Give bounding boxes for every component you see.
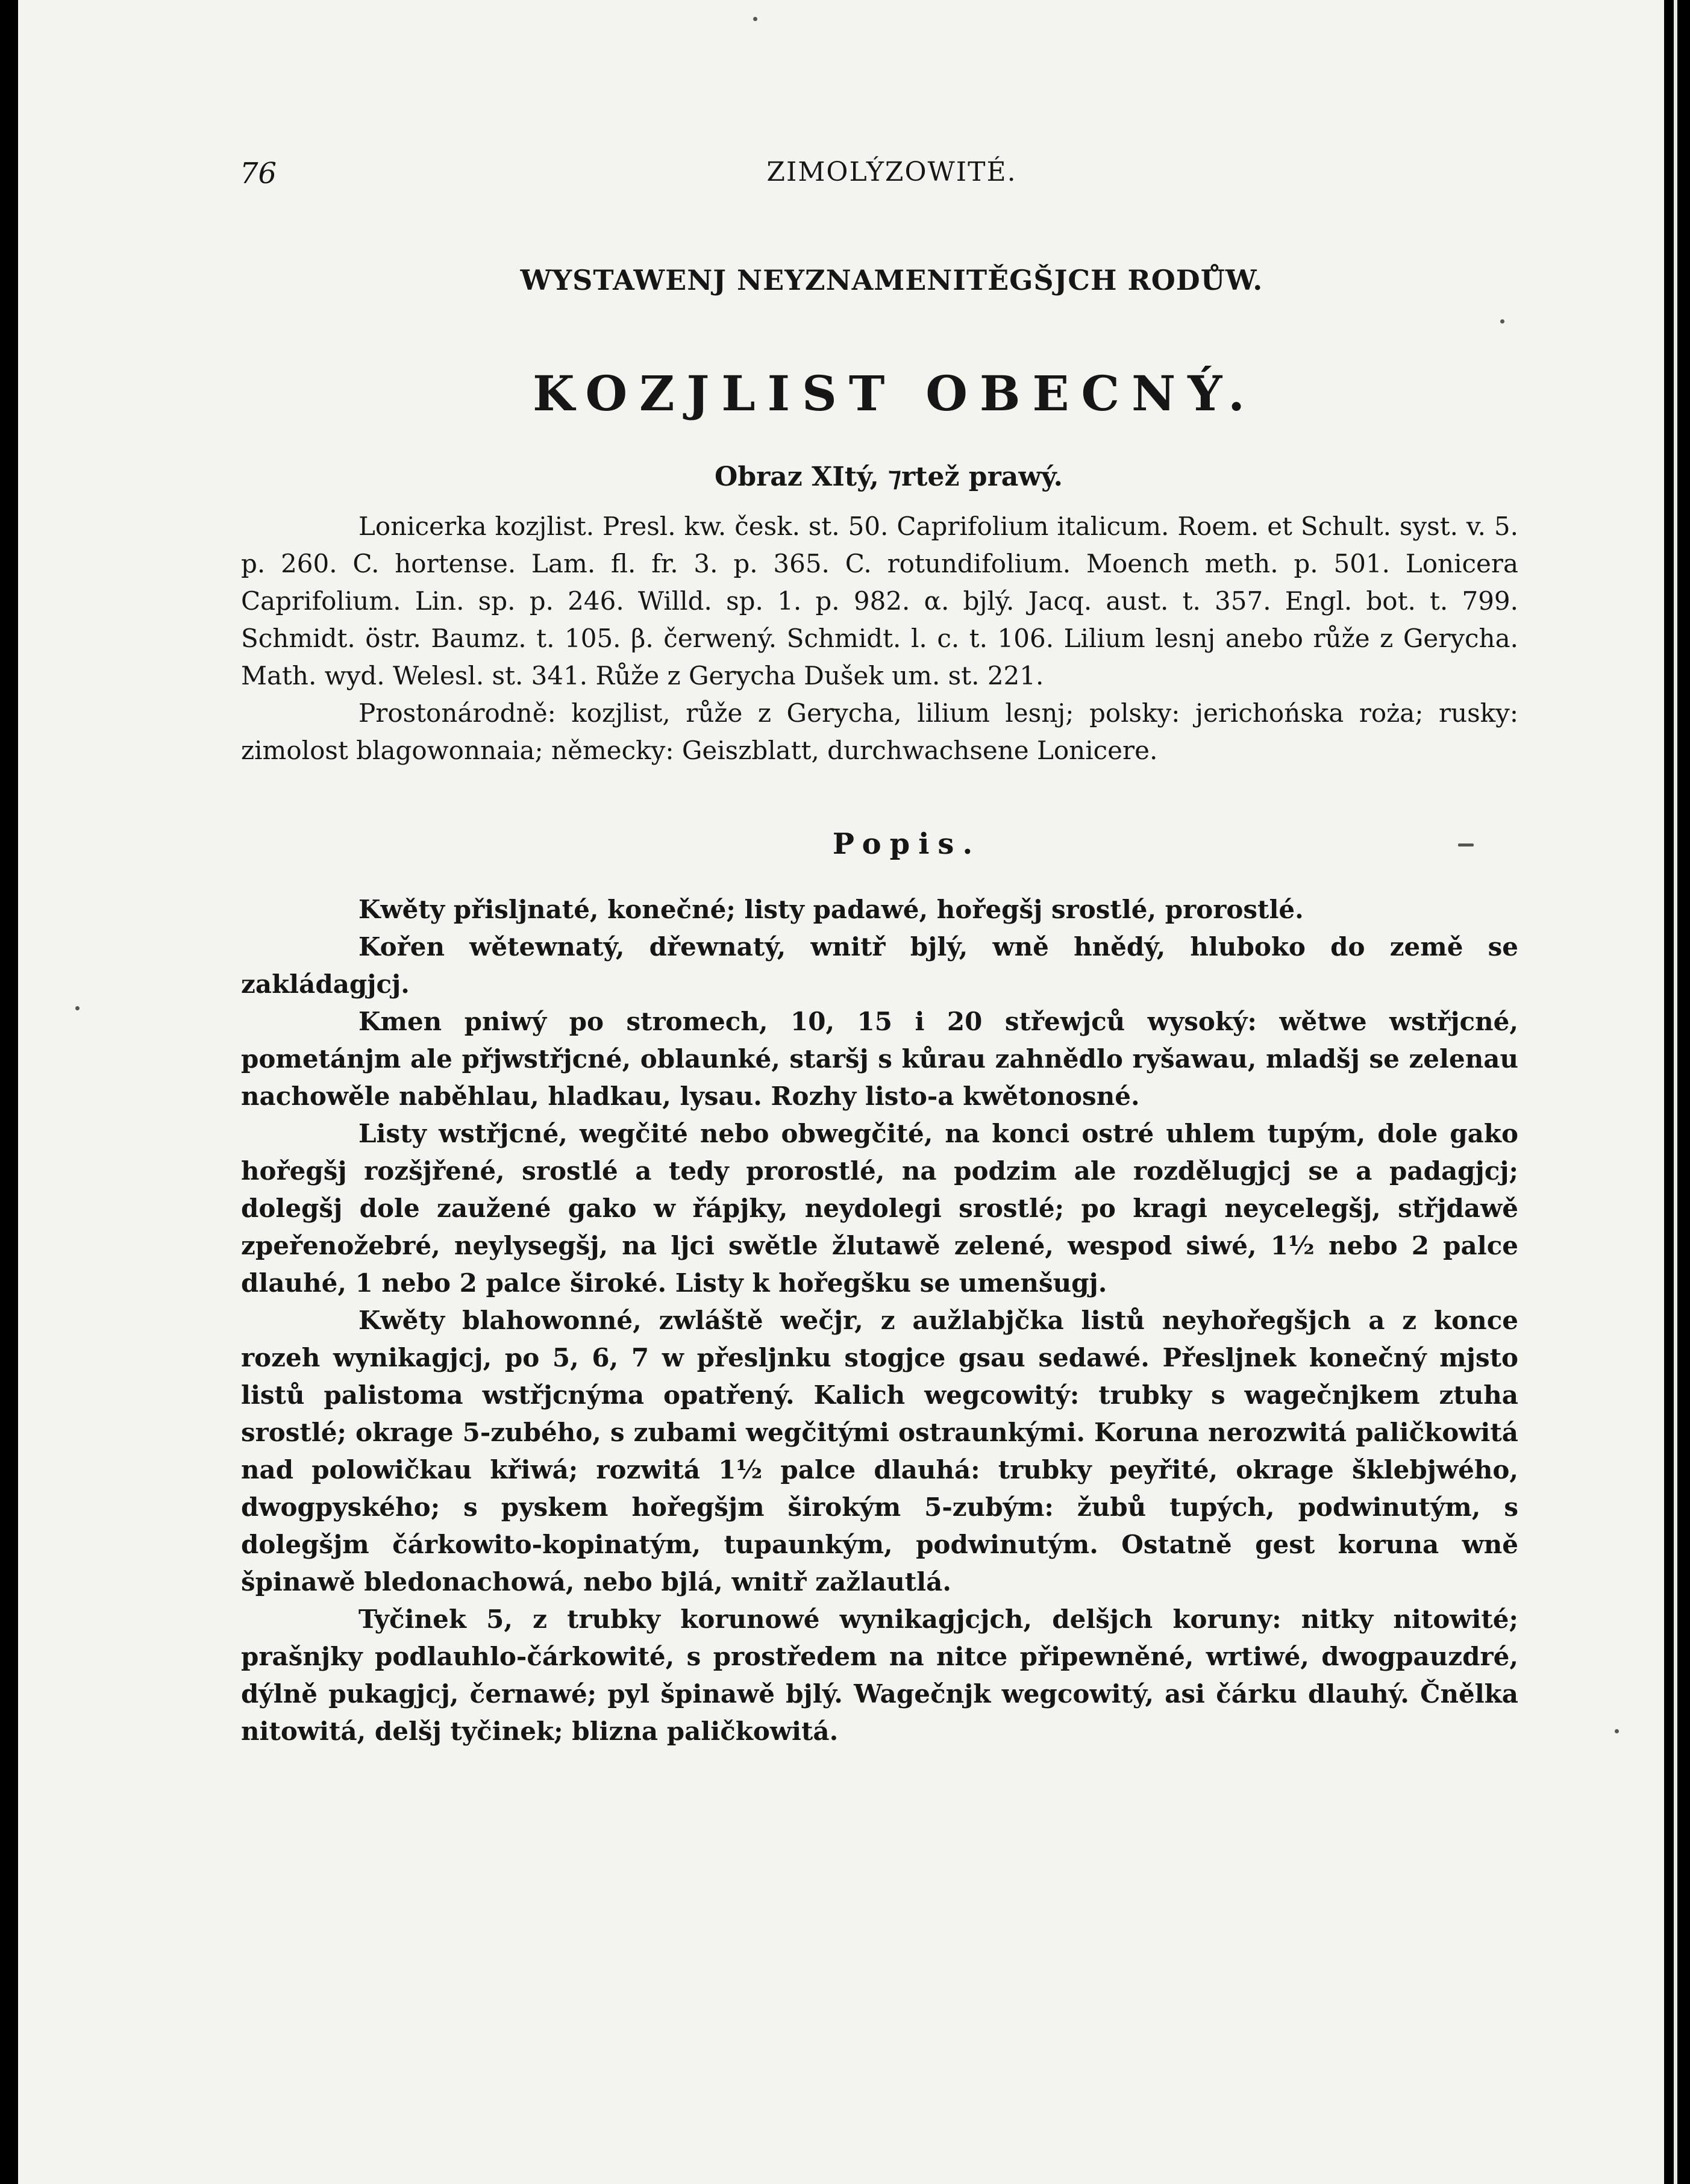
description-paragraph: Kwěty přislјnaté, konečné; listy padawé, hořegšj srostlé, prorostlé. xyxy=(358,895,1304,924)
description-paragraph: Kwěty blahowonné, zwláště wečjr, z aužlabjčka listů neyhořegšjch a z konce rozeh wynikagjcj, po 5, 6, 7 w přeslјnku stogjce gsau sedawé. Přeslјnek konečný mjsto listů palistoma wstřjcnýma opatřený. Kalich wegcowitý: trubky s wagečnjkem ztuha srostlé; okrage 5-zubého, s zubami wegčitými ostraunkými. Koruna nerozwitá paličkowitá nad polowičkau křiwá; rozwitá 1½ palce dlauhá: trubky peyřité, okrage šklebjwého, dwogpyského; s pyskem hořegšjm širokým 5-zubým: žubů tupých, podwinutým, s dolegšjm čárkowito-kopinatým, tupaunkým, podwinutým. Ostatně gest koruna wně špinawě bledonachowá, nebo bjlá, wnitř zažlautlá. xyxy=(241,1306,1518,1597)
description-body xyxy=(241,891,1518,1750)
synonymy-block xyxy=(241,508,1518,769)
running-head xyxy=(241,151,1518,199)
description-paragraph: Listy wstřjcné, wegčité nebo obwegčité, na konci ostré uhlem tupým, dole gako hořegšj rozšjřené, srostlé a tedy prorostlé, na podzim ale rozdělugjcj se a padagjcj; dolegšj dole zaužené gako w řápjky, neydolegi srostlé; po kragi neycelegšj, střjdawě zpeřenožebré, neylysegšj, na ljci swětle žlutawě zelené, wespod siwé, 1½ nebo 2 palce dlauhé, 1 nebo 2 palce široké. Listy k hořegšku se umenšugj. xyxy=(241,1119,1518,1298)
paper-speck xyxy=(75,1006,80,1010)
page-text xyxy=(241,151,1518,1750)
section-heading: WYSTAWENJ NEYZNAMENITĚGŠJCH RODŮW. xyxy=(520,264,1263,296)
synonymy-paragraph: Lonicerka kozjlist. Presl. kw. česk. st. 50. Caprifolium italicum. Roem. et Schult. syst. v. 5. p. 260. C. hortense. Lam. fl. fr. 3. p. 365. C. rotundifolium. Moench meth. p. 501. Lonicera Caprifolium. Lin. sp. p. 246. Willd. sp. 1. p. 982. α. bjlý. Jacq. aust. t. 357. Engl. bot. t. 799. Schmidt. östr. Baumz. t. 105. β. čerwený. Schmidt. l. c. t. 106. Lilium lesnj anebo růže z Gerycha. Math. wyd. Welesl. st. 341. Růže z Gerycha Dušek um. st. 221. xyxy=(241,512,1518,690)
vernacular-names-paragraph: Prostonárodně: kozjlist, růže z Gerycha, lilium lesnj; polsky: jerichońska roża; rusky: zimolost blagowonnaia; německy: Geiszblatt, durchwachsene Lonicere. xyxy=(241,698,1518,765)
page-number: 76 xyxy=(240,157,277,190)
species-title: KOZJLIST OBECNÝ. xyxy=(533,365,1257,422)
description-paragraph: Kořen wětewnatý, dřewnatý, wnitř bjlý, wně hnědý, hluboko do země se zakládagjcj. xyxy=(241,932,1518,999)
paper-speck xyxy=(753,17,757,21)
description-heading: Popis. xyxy=(832,827,981,861)
paper-speck xyxy=(1500,319,1504,324)
page-edge xyxy=(1674,0,1677,2184)
paper-speck xyxy=(1615,1729,1619,1733)
description-paragraph: Tyčinek 5, z trubky korunowé wynikagjcjch, delšjch koruny: nitky nitowité; prašnјky podlauhlo-čárkowité, s prostředem na nitce připewněné, wrtiwé, dwogpauzdré, dýlně pukagjcj, černawé; pyl špinawě bjlý. Wagečnjk wegcowitý, asi čárku dlauhý. Čnělka nitowitá, delšj tyčinek; blizna paličkowitá. xyxy=(241,1604,1518,1746)
figure-reference: Obraz XItý, ⁊rtež prawý. xyxy=(715,462,1063,492)
book-page xyxy=(18,0,1664,2184)
paper-speck xyxy=(1458,843,1474,846)
running-title: ZIMOLÝZOWITÉ. xyxy=(766,157,1017,187)
description-paragraph: Kmen pniwý po stromech, 10, 15 i 20 střewjců wysoký: wětwe wstřjcné, pometánjm ale přjwstřjcné, oblaunké, staršj s kůrau zahnědlo ryšawau, mladšj se zelenau nachowěle naběhlau, hladkau, lysau. Rozhy listo-a kwětonosné. xyxy=(241,1007,1518,1111)
